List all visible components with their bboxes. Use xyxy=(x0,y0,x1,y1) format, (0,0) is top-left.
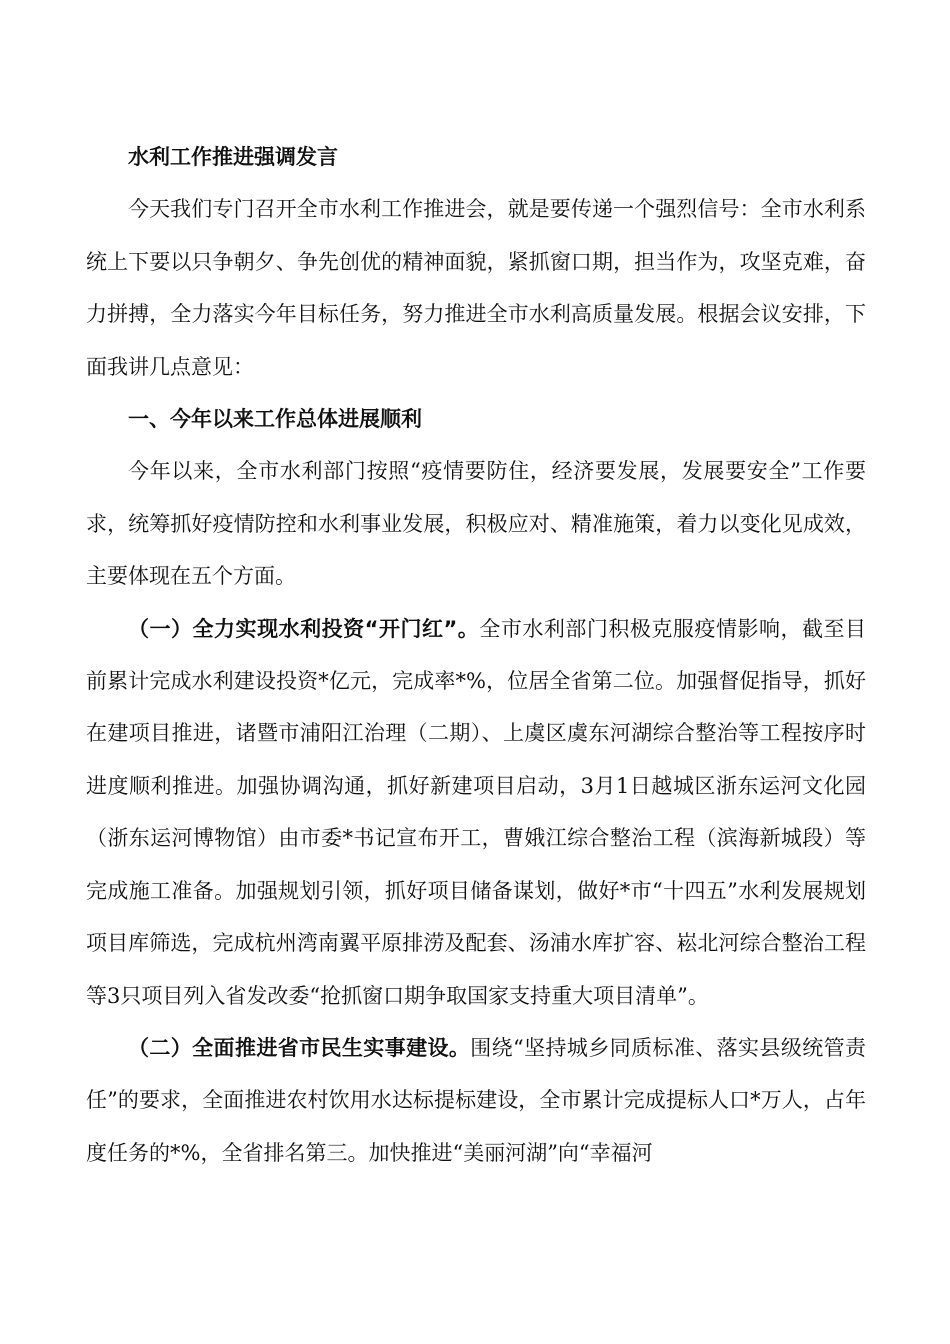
item-1-body: 全市水利部门积极克服疫情影响，截至目前累计完成水利建设投资*亿元，完成率*%，位居全省第二位。加强督促指导，抓好在建项目推进，诸暨市浦阳江治理（二期）、上虞区虞东河湖综合整治等工程按序时进度顺利推进。加强协调沟通，抓好新建项目启动，3月1日越城区浙东运河文化园（浙东运河博物馆）由市委*书记宣布开工，曹娥江综合整治工程（滨海新城段）等完成施工准备。加强规划引领，抓好项目储备谋划，做好*市“十四五”水利发展规划项目库筛选，完成杭州湾南翼平原排涝及配套、汤浦水库扩容、崧北河综合整治工程等3只项目列入省发改委“抢抓窗口期争取国家支持重大项目清单”。 xyxy=(86,616,867,1008)
section-heading-1: 一、今年以来工作总体进展顺利 xyxy=(128,407,422,432)
item-1-lead: （一）全力实现水利投资“开门红”。 xyxy=(128,616,480,641)
section-1-intro-paragraph: 今年以来，全市水利部门按照“疫情要防住，经济要发展，发展要安全”工作要求，统筹抓好疫情防控和水利事业发展，积极应对、精准施策，着力以变化见成效，主要体现在五个方面。 xyxy=(86,459,866,589)
document-body xyxy=(86,131,866,1179)
item-2-lead: （二）全面推进省市民生实事建设。 xyxy=(128,1035,471,1060)
item-1-paragraph xyxy=(86,603,866,1022)
item-2-body: 围绕“坚持城乡同质标准、落实县级统管责任”的要求，全面推进农村饮用水达标提标建设，全市累计完成提标人口*万人，占年度任务的*%，全省排名第三。加快推进“美丽河湖”向“幸福河 xyxy=(86,1035,867,1165)
item-2-paragraph xyxy=(86,1022,866,1179)
document-title: 水利工作推进强调发言 xyxy=(128,145,338,169)
intro-paragraph: 今天我们专门召开全市水利工作推进会，就是要传递一个强烈信号：全市水利系统上下要以只争朝夕、争先创优的精神面貌，紧抓窗口期，担当作为，攻坚克难，奋力拼搏，全力落实今年目标任务，努力推进全市水利高质量发展。根据会议安排，下面我讲几点意见： xyxy=(86,197,866,379)
